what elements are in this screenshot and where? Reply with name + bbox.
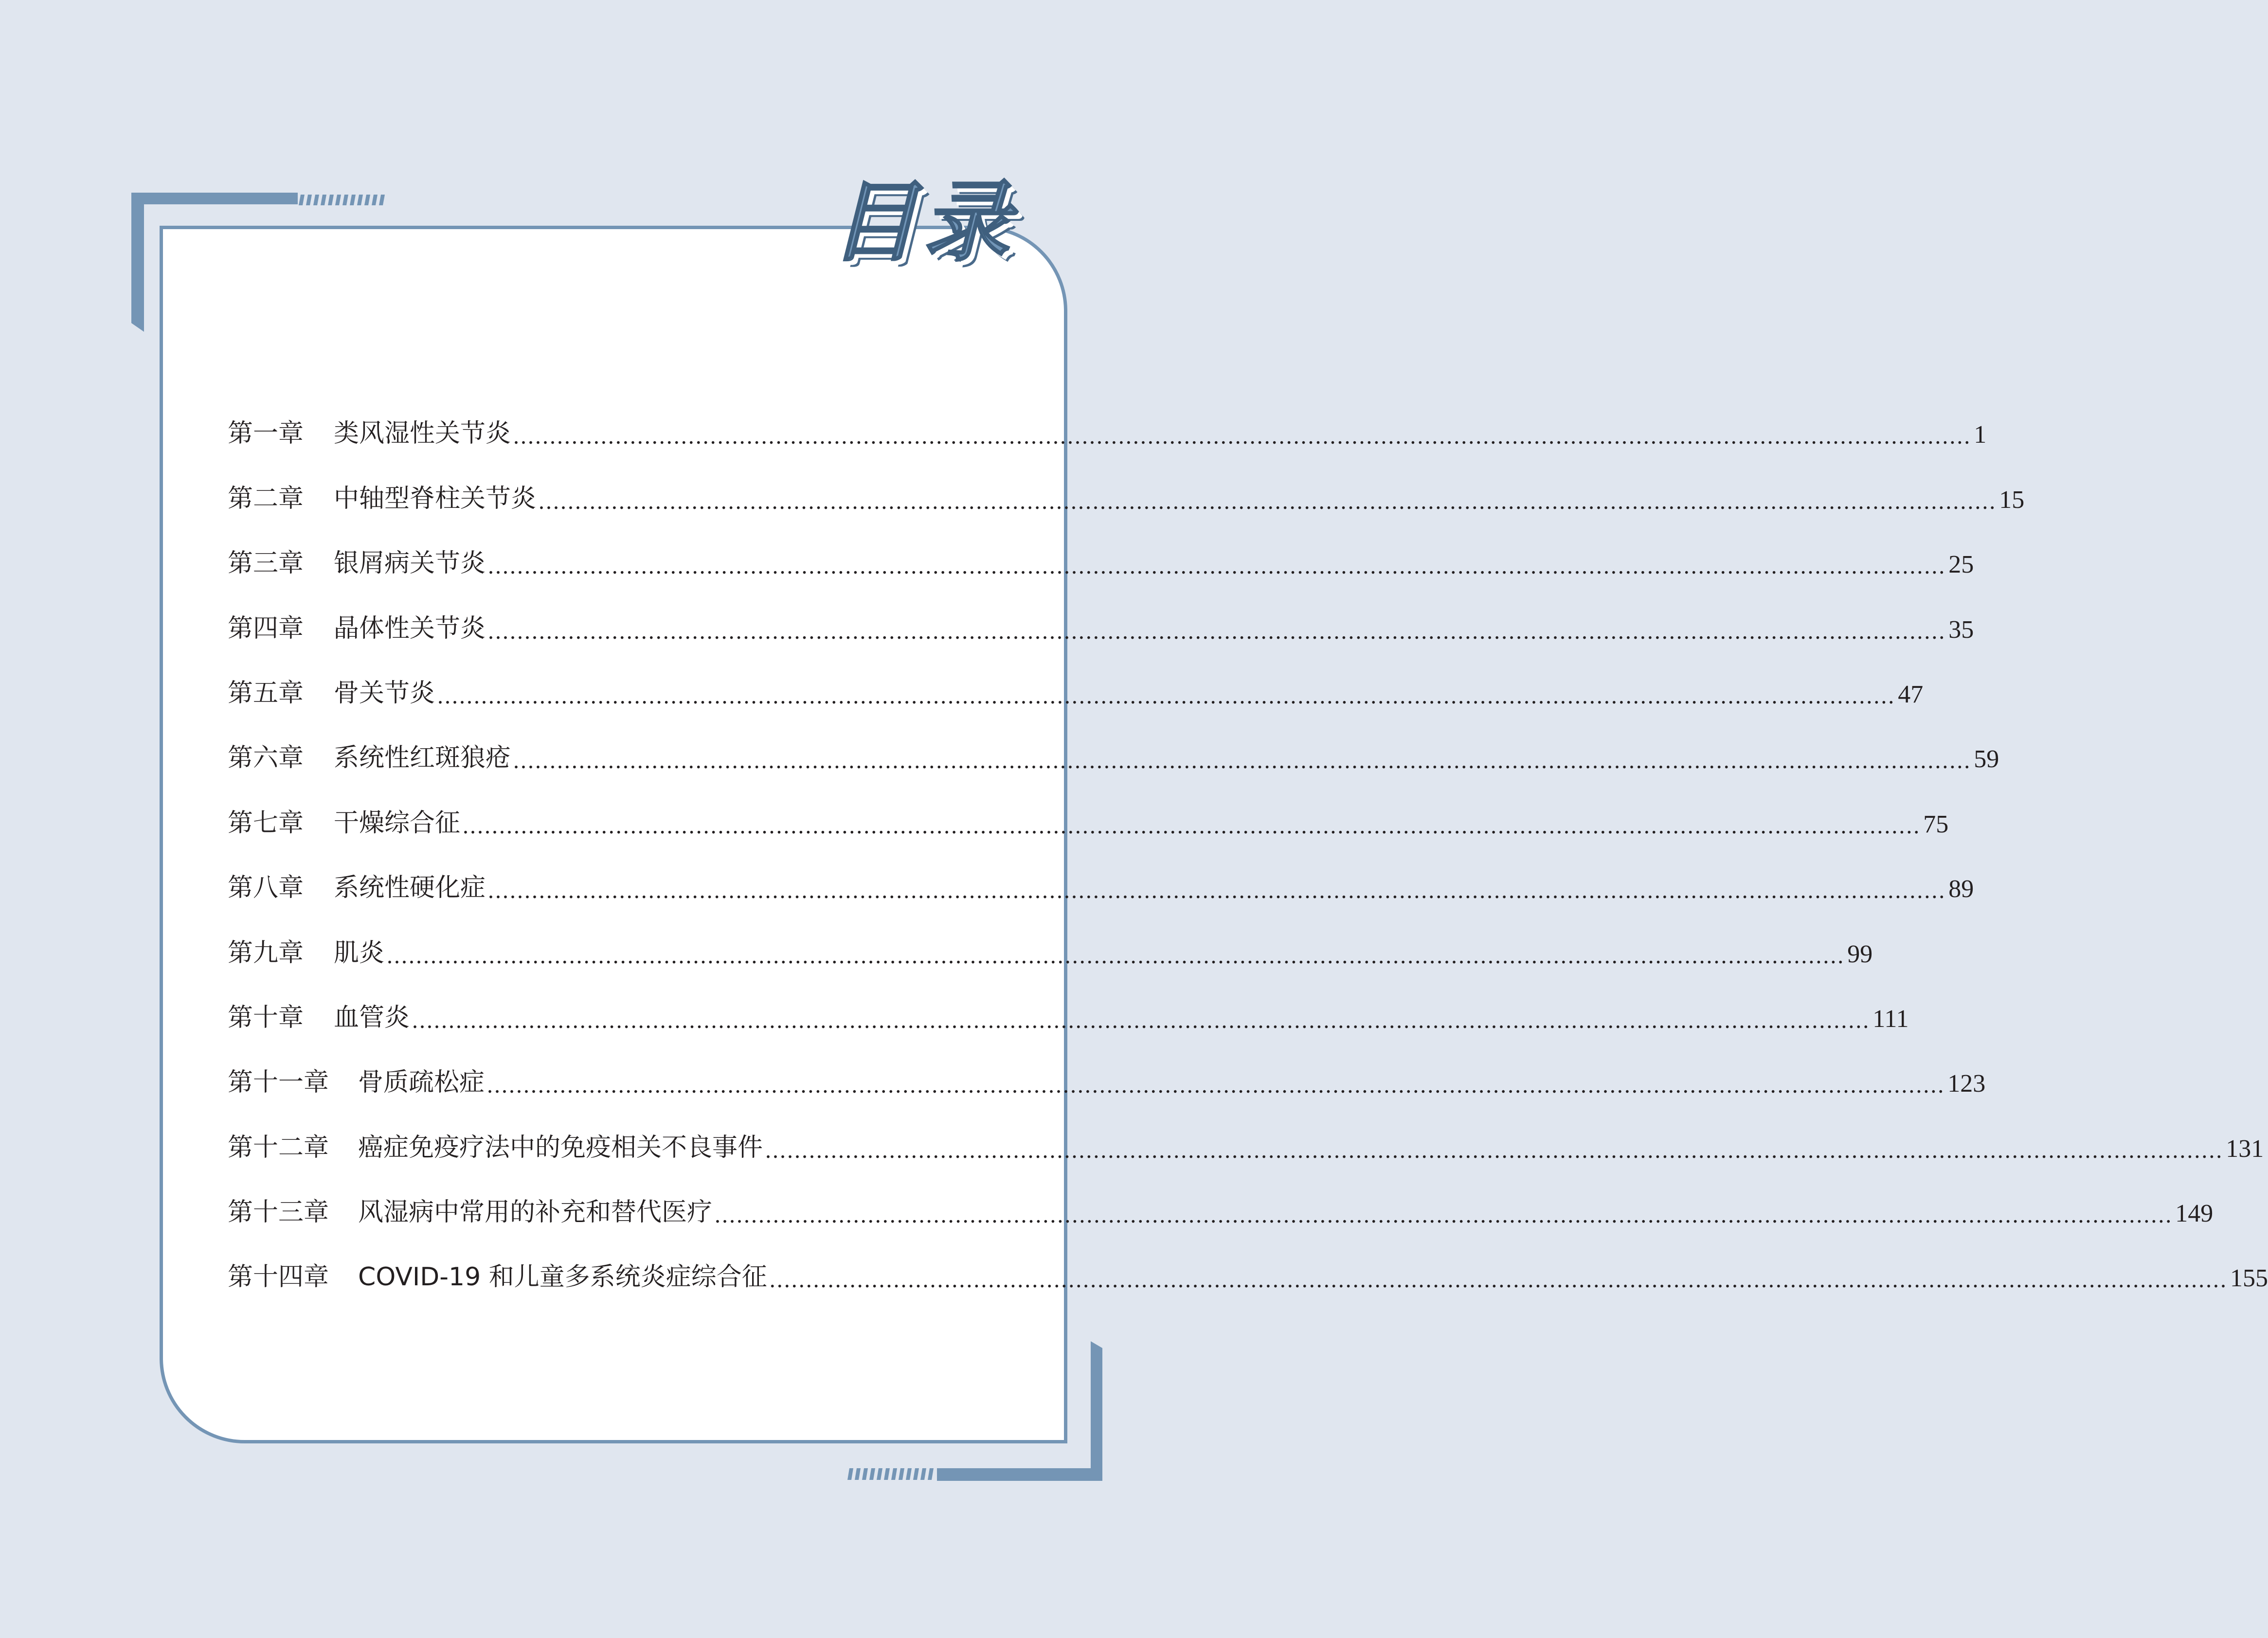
toc-entry[interactable] [228,1033,1986,1098]
toc-entry[interactable] [228,384,1987,450]
toc-chapter-number: 第七章 [228,808,304,838]
toc-chapter-title: 骨质疏松症 [358,1068,485,1098]
toc-chapter-title: 银屑病关节炎 [334,549,486,578]
toc-leader-dots: ........................................................................................................................................................................................................ [412,1008,1870,1033]
toc-leader-dots: ........................................................................................................................................................................................................ [769,1268,2228,1293]
toc-page-number: 149 [2175,1200,2214,1228]
page-title: 目录 [830,172,1015,273]
toc-entry[interactable] [228,1098,2264,1163]
toc-chapter-number: 第一章 [228,419,304,449]
toc-leader-dots: ........................................................................................................................................................................................................ [437,684,1895,709]
toc-chapter-number: 第五章 [228,678,304,708]
toc-leader-dots: ........................................................................................................................................................................................................ [513,749,1971,774]
toc-chapter-title: 中轴型脊柱关节炎 [334,484,537,513]
toc-page-number: 123 [1947,1070,1986,1098]
toc-chapter-number: 第十四章 [228,1262,329,1292]
toc-entry[interactable] [228,839,1974,904]
toc-chapter-number: 第十三章 [228,1198,329,1227]
toc-page-number: 155 [2230,1264,2268,1293]
toc-chapter-title: 类风湿性关节炎 [334,419,511,449]
toc-leader-dots: ........................................................................................................................................................................................................ [538,489,1997,514]
toc-chapter-title: 风湿病中常用的补充和替代医疗 [358,1198,713,1227]
toc-entry[interactable] [228,709,1999,774]
toc-chapter-number: 第十二章 [228,1133,329,1162]
toc-chapter-title: 系统性红斑狼疮 [334,743,511,773]
title-badge [830,174,1023,271]
toc-leader-dots: ........................................................................................................................................................................................................ [486,1073,1945,1098]
toc-chapter-title: COVID-19 和儿童多系统炎症综合征 [358,1262,767,1292]
toc-page-number: 1 [1974,421,1987,449]
toc-chapter-number: 第八章 [228,873,304,903]
toc-leader-dots: ........................................................................................................................................................................................................ [487,554,1946,579]
toc-entry[interactable] [228,1228,2268,1293]
toc-page-number: 59 [1974,745,1999,774]
toc-leader-dots: ........................................................................................................................................................................................................ [513,424,1971,450]
toc-entry[interactable] [228,449,2025,514]
toc-entry[interactable] [228,1163,2214,1228]
toc-chapter-number: 第三章 [228,549,304,578]
toc-page-number: 25 [1948,551,1974,579]
toc-page-number: 35 [1948,615,1974,644]
toc-leader-dots: ........................................................................................................................................................................................................ [765,1138,2223,1163]
toc-chapter-number: 第九章 [228,938,304,968]
toc-chapter-number: 第二章 [228,484,304,513]
toc-chapter-number: 第四章 [228,613,304,643]
toc-page-number: 111 [1872,1005,1909,1033]
bottom-right-hatch [847,1468,934,1480]
toc-page-number: 15 [1999,486,2025,514]
toc-entry[interactable] [228,579,1974,644]
toc-chapter-number: 第六章 [228,743,304,773]
toc-page-number: 47 [1898,680,1924,708]
toc-entry[interactable] [228,774,1949,839]
toc-leader-dots: ........................................................................................................................................................................................................ [487,619,1946,644]
toc-chapter-title: 系统性硬化症 [334,873,486,903]
toc-chapter-title: 晶体性关节炎 [334,613,486,643]
toc-entry[interactable] [228,969,1909,1033]
toc-chapter-number: 第十一章 [228,1068,329,1098]
toc-chapter-title: 干燥综合征 [334,808,461,838]
toc-page-number: 75 [1923,810,1949,838]
toc-chapter-number: 第十章 [228,1003,304,1032]
toc-leader-dots: ........................................................................................................................................................................................................ [487,879,1946,904]
toc-entry[interactable] [228,903,1873,969]
toc-entry[interactable] [228,514,1974,579]
toc-chapter-title: 骨关节炎 [334,678,435,708]
toc-page-number: 99 [1847,940,1873,968]
toc-chapter-title: 血管炎 [334,1003,410,1032]
toc-chapter-title: 肌炎 [334,938,385,968]
toc-page-number: 89 [1948,875,1974,903]
table-of-contents [228,384,2268,1293]
toc-leader-dots: ........................................................................................................................................................................................................ [386,943,1845,969]
toc-leader-dots: ........................................................................................................................................................................................................ [714,1203,2173,1228]
top-left-hatch [299,195,385,205]
toc-entry[interactable] [228,644,1924,709]
toc-leader-dots: ........................................................................................................................................................................................................ [462,813,1921,839]
toc-page-number: 131 [2226,1134,2264,1163]
toc-chapter-title: 癌症免疫疗法中的免疫相关不良事件 [358,1133,763,1162]
